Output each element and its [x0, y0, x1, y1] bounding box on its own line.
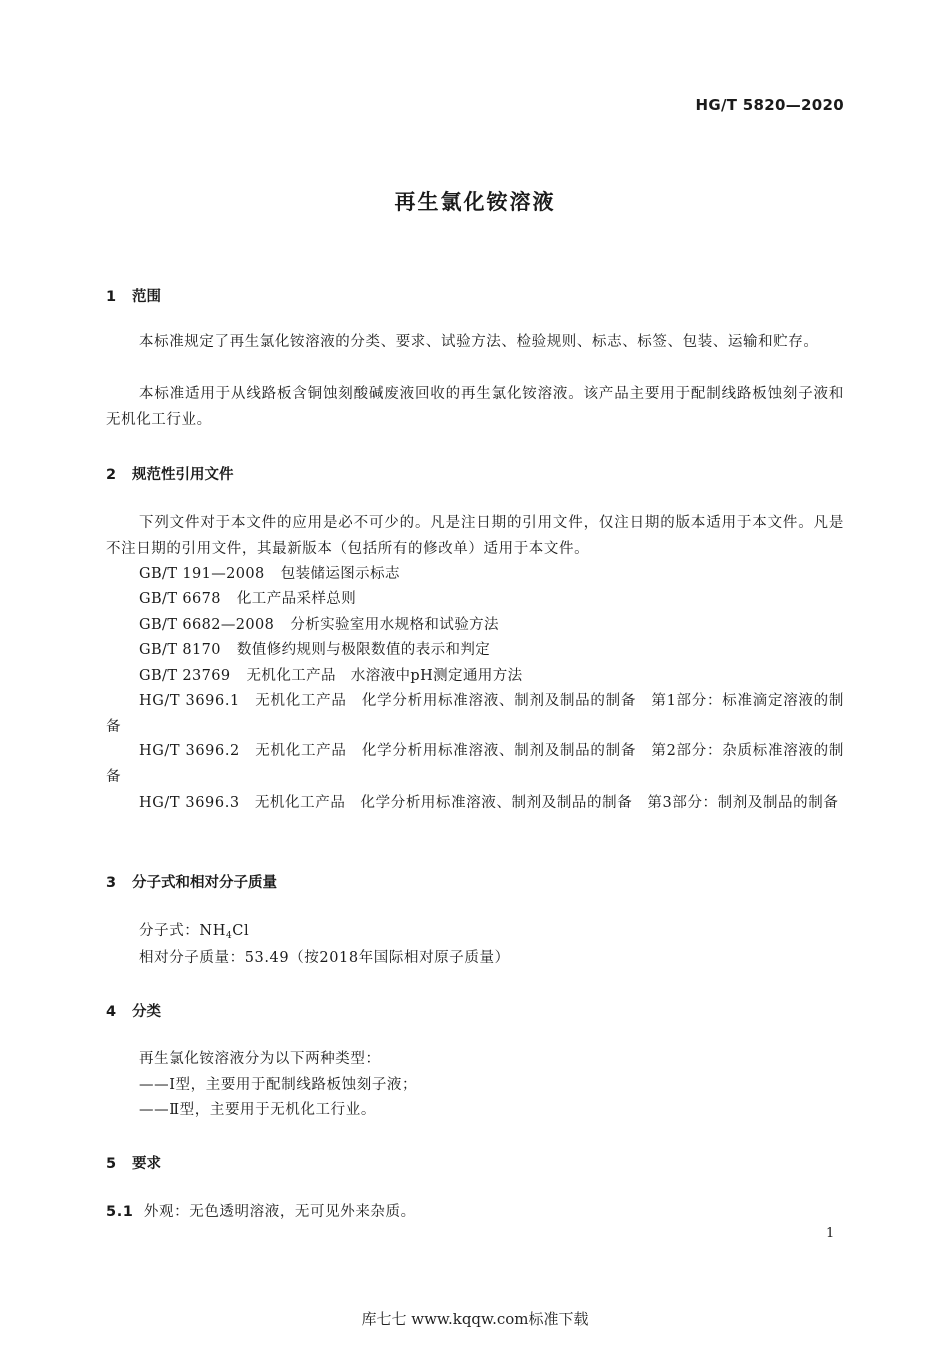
section-title: 规范性引用文件 [132, 467, 234, 483]
ref-code: GB/T 6682—2008 [139, 617, 275, 633]
clause-number: 5.1 [106, 1204, 134, 1220]
ref-code: GB/T 23769 [139, 668, 231, 684]
scope-paragraph-2: 本标准适用于从线路板含铜蚀刻酸碱废液回收的再生氯化铵溶液。该产品主要用于配制线路板蚀刻子液和无机化工行业。 [106, 386, 844, 428]
ref-item [139, 586, 356, 612]
ref-title: 数值修约规则与极限数值的表示和判定 [236, 642, 491, 658]
scope-paragraph-1: 本标准规定了再生氯化铵溶液的分类、要求、试验方法、检验规则、标志、标签、包装、运输和贮存。 [139, 334, 819, 350]
ref-item [139, 637, 490, 663]
section-2-heading [106, 463, 234, 484]
classification-intro: 再生氯化铵溶液分为以下两种类型： [139, 1051, 381, 1067]
ref-title: 化工产品采样总则 [236, 591, 357, 607]
ref-item [139, 561, 400, 587]
clause-5-1 [106, 1199, 416, 1225]
section-3-heading [106, 871, 277, 892]
section-4-heading [106, 1000, 161, 1021]
section-title: 范围 [132, 289, 161, 305]
section-title: 要求 [132, 1156, 161, 1172]
section-number: 2 [106, 467, 117, 483]
classification-item: ——Ⅰ型，主要用于配制线路板蚀刻子液； [139, 1077, 418, 1093]
standard-code: HG/T 5820—2020 [695, 96, 844, 114]
formula-end: Cl [232, 923, 250, 939]
ref-code: GB/T 8170 [139, 642, 221, 658]
section-number: 1 [106, 289, 117, 305]
footer-watermark: 库七七 www.kqqw.com标准下载 [361, 1310, 589, 1328]
ref-code: GB/T 6678 [139, 591, 221, 607]
ref-title: 无机化工产品 水溶液中pH测定通用方法 [246, 668, 523, 684]
clause-text: 外观：无色透明溶液，无可见外来杂质。 [143, 1204, 416, 1220]
formula-label: 分子式： [139, 923, 200, 939]
section-title: 分类 [132, 1004, 161, 1020]
ref-item [139, 612, 499, 638]
formula-main: NH [199, 923, 226, 939]
classification-item: ——Ⅱ型，主要用于无机化工行业。 [139, 1102, 376, 1118]
page-number: 1 [826, 1226, 835, 1241]
document-title: 再生氯化铵溶液 [394, 190, 556, 214]
ref-title: 分析实验室用水规格和试验方法 [290, 617, 499, 633]
ref-title: 包装储运图示标志 [280, 566, 400, 582]
formula-subscript: 4 [225, 931, 233, 941]
section-title: 分子式和相对分子质量 [132, 875, 277, 891]
section-5-heading [106, 1152, 161, 1173]
section-number: 5 [106, 1156, 117, 1172]
ref-item-hg-3696-3: HG/T 3696.3 无机化工产品 化学分析用标准溶液、制剂及制品的制备 第3部分：制剂及制品的制备 [139, 795, 839, 811]
section-1-heading [106, 285, 161, 306]
section-number: 4 [106, 1004, 117, 1020]
ref-code: GB/T 191—2008 [139, 566, 265, 582]
ref-item-hg-3696-2: HG/T 3696.2 无机化工产品 化学分析用标准溶液、制剂及制品的制备 第2部分：杂质标准溶液的制备 [106, 743, 844, 785]
ref-item [139, 663, 523, 689]
section-number: 3 [106, 875, 117, 891]
ref-item-hg-3696-1: HG/T 3696.1 无机化工产品 化学分析用标准溶液、制剂及制品的制备 第1部分：标准滴定溶液的制备 [106, 693, 844, 735]
molecular-mass: 相对分子质量：53.49（按2018年国际相对原子质量） [139, 950, 510, 966]
normative-refs-intro: 下列文件对于本文件的应用是必不可少的。凡是注日期的引用文件，仅注日期的版本适用于本文件。凡是不注日期的引用文件，其最新版本（包括所有的修改单）适用于本文件。 [106, 515, 844, 557]
